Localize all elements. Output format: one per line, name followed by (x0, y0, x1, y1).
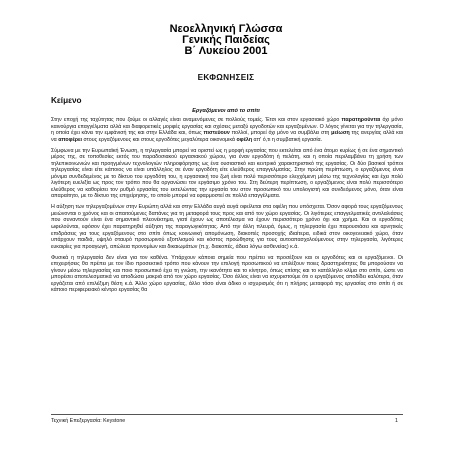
footer-divider (51, 414, 403, 415)
exam-type-heading: ΕΚΦΩΝΗΣΕΙΣ (197, 73, 255, 82)
grade-title: Β΄ Λυκείου 2001 (184, 45, 268, 57)
text-run: Από την άλλη πλευρά, όμως, η τηλεργασία έχει παρουσιάσει και αρνητικές επιδράσεις για τους εργαζόμενους στο σπίτι όπως κοινωνική απομόνωση, διακοπές προσοχής ιδιαίτερα, ειδικά στον οικογενειακό χώρο, όταν υπάρχουν παιδιά, υψηλό σταυρό προσωρινού εξοπλισμού και κόστος προώθησης για τους αυτοαπασχολούμενους στην τηλεργασία, λιγότερες ευκαιρίες για προαγωγή, απώλεια προνομίων και δικαιωμάτων (π.χ. διακοπές, άδεια λόγω ασθενείας) κ.ά. (51, 223, 403, 250)
text-run: όχι μόνο καινούργια επαγγέλματα αλλά και διαφορετικές μορφές εργασίας και σχέσεις μεταξύ εργοδοτών και εργαζομένων. Ο λόγος γίνεται για την τηλεργασία, η οποία έχει κάνει την εμφάνισή της και στην Ελλάδα και, όπως (51, 117, 404, 137)
bold-term: μείωση (331, 130, 350, 137)
footer-credit: Τεχνική Επεξεργασία: Keystone (51, 418, 126, 424)
text-run: Φυσικά η τηλεργασία δεν είναι για τον καθένα. Υπάρχουν κάποια σημεία που πρέπει να προσέξουν και οι εργοδότες και οι εργαζόμενοι. Οι επιχειρήσεις θα πρέπει με τον ίδιο προσεκτικό τρόπο που κάνουν την επιλογή προσωπικού να επιλέξουν ποιες δραστηριότητες θα μπορούσαν να γίνουν μέσω τηλεργασίας και ποιο προσωπικό έχει τη γνώση, την ικανότητα και το κίνητρο, όπως επίσης και το κατάλληλο κλίμα στο σπίτι, ώστε να μπορέσει αποτελεσματικά να αποδώσει μακριά από τον χώρο εργασίας. Όσο άλλος είναι να ισχυριστούμε ότι ο εργαζόμενος αποδίδει καλύτερα, όταν εργάζεται από επιλέξιμη θέση κ.ά. Άλλο χώρο εργασίας, άλλο τόσο είναι άδικο ο ισχυρισμός ότι η πλήρης μεταφορά της εργασίας στο σπίτι ή σε κάποιο περιφερειακό κέντρο εργασίας θα (51, 254, 403, 294)
exam-header (0, 24, 452, 57)
text-title: Εργαζόμενοι από το σπίτι (192, 108, 260, 114)
bold-term: πιστεύουν (203, 130, 230, 137)
paragraph (51, 255, 403, 294)
course-title: Γενικής Παιδείας (182, 34, 270, 46)
paragraph (51, 117, 403, 143)
body-text (51, 117, 403, 298)
subject-title: Νεοελληνική Γλώσσα (169, 23, 283, 35)
bold-term: αποφέρει (58, 136, 83, 143)
text-run: απ' ό,τι η συμβατική εργασία. (252, 136, 323, 143)
bold-term: οφέλη (236, 136, 253, 143)
page-number: 1 (395, 418, 398, 424)
section-heading: Κείμενο (51, 96, 82, 105)
text-run: της ανεργίας αλλά και να (51, 130, 403, 143)
paragraph (51, 148, 403, 200)
paragraph (51, 204, 403, 250)
text-run: στους εργαζόμενους και στους εργοδότες μεγαλύτερα οικονομικά (82, 136, 237, 143)
text-run: Στην εποχή της ταχύτητας που ζούμε οι αλλαγές είναι αναμενόμενες σε πολλούς τομείς. Έτσι και στον εργασιακό χώρο (51, 117, 342, 123)
text-run: Η αύξηση των τηλεργαζομένων στην Ευρώπη αλλά και στην Ελλάδα αυγά αυγά οφείλεται στα οφέλη που υπόσχεται. Όσον αφορά τους εργαζόμενους μειώνονται ο χρόνος και οι απαιτούμενες δαπάνες για τη μεταφορά τους προς και από τον χώρο εργασίας. Οι λιγότερες επαγγελματικές αντιλαλιάσεις που συναντούν είναι ένα σημαντικό πλεονέκτημα, γιατί έχουν ως αποτέλεσμα να έχουν περισσότερο χρόνο όχι και χρήμα. Και οι εργοδότες ωφελούνται, εφόσον έχει παρατηρηθεί αύξηση της παραγωγικότητας. (51, 204, 403, 230)
text-run: Σύμφωνα με την Ευρωπαϊκή Ένωση, η τηλεργασία μπορεί να οριστεί ως η μορφή εργασίας που εκτελείται από ένα άτομο κυρίως ή σε ένα σημαντικό μέρος της, σε τοποθεσίες εκτός του παραδοσιακού εργασιακού χώρου, για έναν εργοδότη ή πελάτη, και η οποία περιλαμβάνει τη χρήση των τηλεπικοινωνιών και προηγμένων τεχνολογιών πληροφόρησης ως ένα ουσιαστικό και κεντρικό χαρακτηριστικό της εργασίας. Οι δύο βασικοί τρόποι τηλεργασίας είναι είτε κάποιος να είναι υπάλληλος σε έναν εργοδότη είτε ελεύθερος επαγγελματίας. Στην πρώτη περίπτωση, ο εργαζόμενος είναι μόνιμα συνδεδεμένος με το δίκτυο του εργοδότη του, η εργασιακή του ζωή είναι πολύ περισσότερο ελεγχόμενη μέσω της τεχνολογίας και έχει πολύ λιγότερη ευελιξία ως προς τον τρόπο που θα οργανώσει τον εργάσιμο χρόνο του. Στη δεύτερη περίπτωση, ο εργαζόμενος είναι πολύ περισσότερο ελεύθερος να καθορίσει τον ρυθμό εργασίας του εκτελώντας την εργασία του στον προσωπικό του υπολογιστή και συνδεόμενος μόνο, όταν είναι απαραίτητο, με το δίκτυο της επιχείρησης, το οποίο μπορεί να εφαρμοστεί σε πολλά επαγγέλματα. (51, 147, 403, 200)
bold-term: παρατηρούνται (341, 117, 381, 123)
text-run: πολλοί, μπορεί όχι μόνο να συμβάλει στη (229, 130, 332, 137)
